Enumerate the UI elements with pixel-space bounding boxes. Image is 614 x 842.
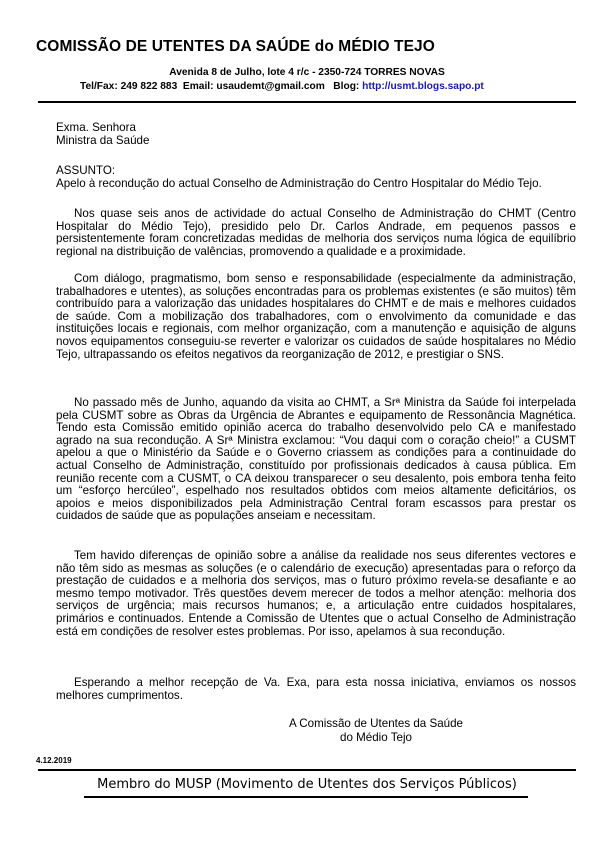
- email-label: Email:: [182, 81, 214, 92]
- address-line: Avenida 8 de Julho, lote 4 r/c - 2350-724 TORRES NOVAS: [169, 67, 445, 78]
- letter-date: 4.12.2019: [36, 756, 72, 765]
- email-address[interactable]: usaudemt@gmail.com: [216, 81, 325, 92]
- signature-line-2: do Médio Tejo: [340, 731, 412, 744]
- footer-underline: [84, 796, 528, 798]
- recipient-block: [56, 122, 149, 147]
- telfax-label: Tel/Fax:: [80, 81, 118, 92]
- recipient-title: Ministra da Saúde: [56, 133, 150, 147]
- footer-divider: [38, 769, 576, 771]
- body-paragraph-2: Com diálogo, pragmatismo, bom senso e responsabilidade (especialmente da administração, trabalhadores e utentes), as soluções encontradas para os problemas existentes (e são muitos) têm contribuído para a valorização das unidades hospitalares do CHMT e de mais e melhores cuidados de saúde. Com a mobilização dos trabalhadores, com o envolvimento da comunidade e das instituições locais e regionais, com melhor organização, com a manutenção e aquisição de alguns novos equipamentos conseguiu-se reverter e valorizar os cuidados de saúde hospitalares no Médio Tejo, ultrapassando os efeitos negativos da reorganização de 2012, e prestigiar o SNS.: [56, 272, 576, 361]
- body-paragraph-3: No passado mês de Junho, aquando da visita ao CHMT, a Srª Ministra da Saúde foi interpelada pela CUSMT sobre as Obras da Urgência de Abrantes e equipamento de Ressonância Magnética. Tendo esta Comissão emitido opinião acerca do trabalho desenvolvido pelo CA e manifestado agrado na sua recondução. A Srª Ministra exclamou: “Vou daqui com o coração cheio!” a CUSMT apelou a que o Ministério da Saúde e o Governo criassem as condições para a continuidade do actual Conselho de Administração, constituído por profissionais dedicados à causa pública. Em reunião recente com a CUSMT, o CA deixou transparecer o seu desalento, pois embora tenha feito um “esforço hercúleo”, espelhado nos resultados obtidos com meios altamente deficitários, os apoios e meios disponibilizados pela Administração Central foram escassos para prestar os cuidados de saúde que as populações anseiam e necessitam.: [56, 396, 576, 523]
- recipient-salutation: Exma. Senhora: [56, 121, 136, 134]
- subject-label: ASSUNTO:: [56, 164, 116, 177]
- contact-line: [80, 81, 484, 92]
- body-paragraph-5: Esperando a melhor recepção de Va. Exa, para esta nossa iniciativa, enviamos os nossos melhores cumprimentos.: [56, 676, 576, 702]
- telfax-number: 249 822 883: [120, 81, 178, 92]
- footer-membership: Membro do MUSP (Movimento de Utentes dos Serviços Públicos): [97, 777, 517, 792]
- body-paragraph-4: Tem havido diferenças de opinião sobre a análise da realidade nos seus diferentes vectores e não têm sido as mesmas as soluções (e o calendário de execução) apresentadas para o reforço da prestação de cuidados e a melhoria dos serviços, mas o futuro próximo revela-se desafiante e ao mesmo tempo motivador. Três questões devem merecer de todos a melhor atenção: melhoria dos serviços de urgência; mais recursos humanos; e, a articulação entre cuidados hospitalares, primários e continuados. Entende a Comissão de Utentes que o actual Conselho de Administração está em condições de resolver estes problemas. Por isso, apelamos à sua recondução.: [56, 549, 576, 638]
- signature-line-1: A Comissão de Utentes da Saúde: [288, 717, 463, 730]
- body-paragraph-1: Nos quase seis anos de actividade do actual Conselho de Administração do CHMT (Centro Hospitalar do Médio Tejo), presidido pelo Dr. Carlos Andrade, em pequenos passos e persistentemente foram concretizadas medidas de melhoria dos serviços numa lógica de equilíbrio regional na distribuição de valências, promovendo a qualidade e a proximidade.: [56, 207, 576, 258]
- blog-label: Blog:: [333, 81, 360, 92]
- blog-link[interactable]: http://usmt.blogs.sapo.pt: [362, 81, 484, 92]
- subject-text: Apelo à recondução do actual Conselho de Administração do Centro Hospitalar do Médio Tejo.: [56, 176, 542, 190]
- signature-block: [256, 717, 496, 745]
- organization-title: COMISSÃO DE UTENTES DA SAÚDE do MÉDIO TEJO: [36, 38, 435, 55]
- subject-block: [56, 165, 542, 190]
- header-divider: [38, 101, 576, 103]
